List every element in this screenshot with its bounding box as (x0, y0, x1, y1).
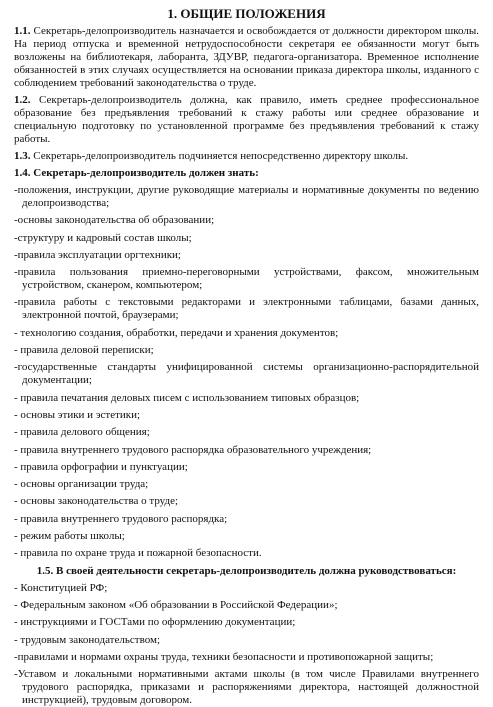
list-item: - правила внутреннего трудового распорядка; (14, 512, 228, 525)
list-item: - Федеральным законом «Об образовании в Российской Федерации»; (14, 598, 338, 611)
list-item: -правила работы с текстовыми редакторами и электронными таблицами, базами данных, электронной почтой, браузерами; (14, 296, 479, 322)
paragraph-text: Секретарь-делопроизводитель подчиняется непосредственно директору школы. (33, 150, 409, 162)
list-item: -правилами и нормами охраны труда, техники безопасности и противопожарной защиты; (14, 650, 434, 663)
list-item: - режим работы школы; (14, 530, 125, 543)
list-item: - трудовым законодательством; (14, 633, 160, 646)
paragraph-number: 1.2. (14, 94, 31, 106)
list-item: - правила внутреннего трудового распорядка образовательного учреждения; (14, 443, 372, 456)
list-item: -положения, инструкции, другие руководящие материалы и нормативные документы по ведению делопроизводства; (14, 184, 479, 209)
list-item: - правила орфографии и пунктуации; (14, 460, 188, 473)
list-item: - правила деловой переписки; (14, 344, 154, 357)
list-item: -Уставом и локальными нормативными актами школы (в том числе Правилами внутреннего трудового распорядка, приказами и распоряжениями директора, настоящей должностной инструкцией), трудовым договором. (14, 668, 479, 707)
list-item: - основы законодательства о труде; (14, 495, 179, 508)
list-item: - правила по охране труда и пожарной безопасности. (14, 547, 262, 560)
section-1-5-heading: 1.5. В своей деятельности секретарь-делопроизводитель должна руководствоваться: (36, 564, 457, 577)
paragraph-1-2 (14, 94, 479, 146)
section-1-4-list (14, 184, 479, 560)
list-item: - основы организации труда; (14, 478, 149, 491)
paragraph-number: 1.3. (14, 150, 31, 162)
section-1-4-heading: 1.4. Секретарь-делопроизводитель должен знать: (14, 167, 259, 179)
list-item: - основы этики и эстетики; (14, 408, 141, 421)
list-item: - технологию создания, обработки, передачи и хранения документов; (14, 326, 339, 339)
list-item: - правила делового общения; (14, 426, 150, 439)
paragraph-text: Секретарь-делопроизводитель назначается и освобождается от должности директором школы. На период отпуска и временной нетрудоспособности секретаря ее обязанности могут быть возложены на библиотекаря, лаборанта, ЗДУВР, педагога-организатора. Временное исполнение обязанностей в этих случаях осуществляется на основании приказа директора школы, изданного с соблюдением требований законодательства о труде. (14, 25, 479, 89)
paragraph-1-1 (14, 25, 479, 90)
list-item: - инструкциями и ГОСТами по оформлению документации; (14, 616, 296, 629)
section-1-5-list (14, 582, 479, 707)
paragraph-1-3 (14, 150, 479, 163)
document-title: 1. ОБЩИЕ ПОЛОЖЕНИЯ (167, 6, 326, 21)
paragraph-text: Секретарь-делопроизводитель должна, как правило, иметь среднее профессиональное образование без предъявления требований к стажу работы или среднее образование и специальную подготовку по установленной программе без предъявления требований к стажу работы. (14, 94, 479, 145)
list-item: -структуру и кадровый состав школы; (14, 231, 192, 244)
list-item: -государственные стандарты унифицированной системы организационно-распорядительной документации; (14, 361, 479, 387)
list-item: - Конституцией РФ; (14, 581, 108, 594)
list-item: - правила печатания деловых писем с использованием типовых образцов; (14, 391, 360, 404)
list-item: -правила пользования приемно-переговорными устройствами, факсом, множительным устройством, сканером, компьютером; (14, 266, 479, 292)
list-item: -правила эксплуатации оргтехники; (14, 248, 181, 261)
list-item: -основы законодательства об образовании; (14, 214, 215, 227)
paragraph-number: 1.1. (14, 25, 31, 37)
